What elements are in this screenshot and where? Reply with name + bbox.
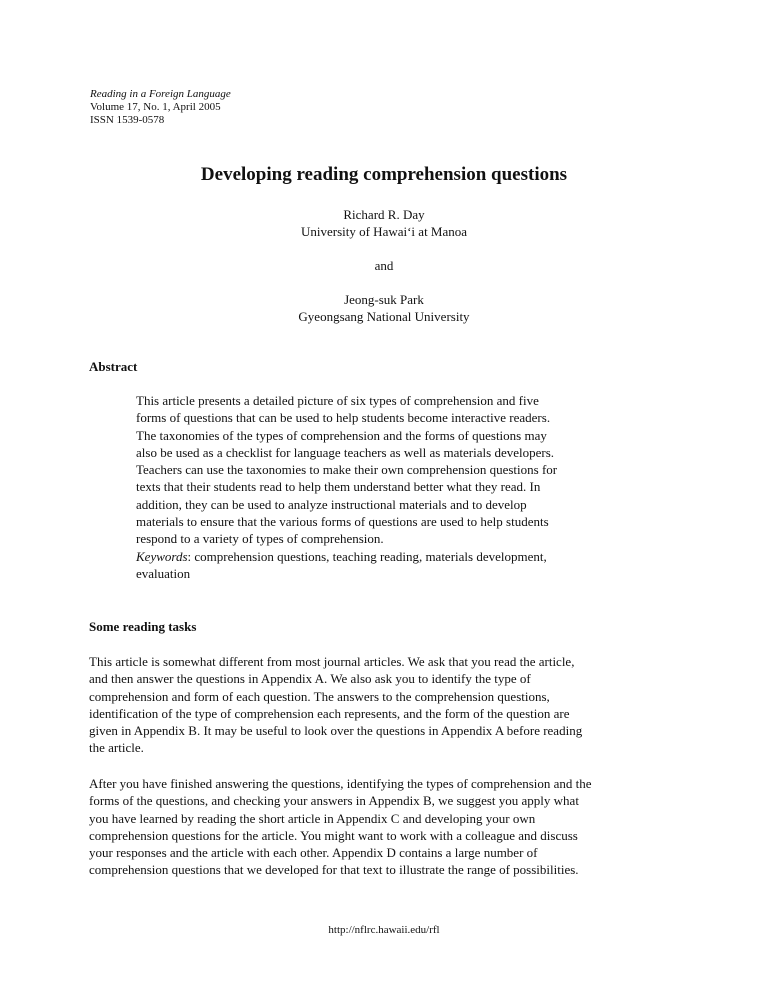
paragraph-line: comprehension and form of each question. The answers to the comprehension questions, (89, 688, 550, 704)
paragraph-line: given in Appendix B. It may be useful to look over the questions in Appendix A before reading (89, 723, 583, 739)
paragraph-line: This article is somewhat different from most journal articles. We ask that you read the article, (89, 654, 575, 669)
abstract-line: addition, they can be used to analyze instructional materials and to develop (136, 496, 527, 512)
paragraph-line: your responses and the article with each other. Appendix D contains a large number of (89, 845, 538, 861)
abstract-line: materials to ensure that the various forms of questions are used to help students (136, 514, 549, 530)
paragraph-line: and then answer the questions in Appendix A. We also ask you to identify the type of (89, 671, 531, 687)
paragraph-line: forms of the questions, and checking your answers in Appendix B, we suggest you apply what (89, 793, 579, 809)
article-title: Developing reading comprehension questions (200, 164, 568, 185)
journal-issn: ISSN 1539-0578 (90, 114, 165, 126)
journal-name: Reading in a Foreign Language (90, 88, 231, 100)
abstract-line: also be used as a checklist for language teachers as well as materials developers. (136, 444, 554, 460)
footer-url: http://nflrc.hawaii.edu/rfl (328, 924, 440, 936)
journal-volume: Volume 17, No. 1, April 2005 (90, 101, 221, 113)
abstract-line: forms of questions that can be used to help students become interactive readers. (136, 410, 551, 426)
keywords-line (136, 548, 676, 565)
keywords-label: Keywords (136, 548, 188, 564)
body-paragraph (89, 653, 689, 757)
paragraph-line: comprehension questions for the article. You might want to work with a colleague and discuss (89, 827, 578, 843)
author-affiliation: Gyeongsang National University (298, 309, 470, 324)
author-separator: and (374, 258, 394, 273)
abstract-line: The taxonomies of the types of comprehension and the forms of questions may (136, 427, 547, 443)
body-paragraph (89, 775, 689, 879)
abstract-body (136, 392, 676, 582)
paragraph-line: comprehension questions that we developed for that text to illustrate the range of possibilities. (89, 862, 579, 878)
abstract-line: texts that their students read to help them understand better what they read. In (136, 479, 541, 495)
paragraph-line: identification of the type of comprehension each represents, and the form of the question are (89, 705, 570, 721)
abstract-line: respond to a variety of types of comprehension. (136, 531, 384, 547)
keywords-continuation: evaluation (136, 565, 191, 581)
paragraph-line: After you have finished answering the questions, identifying the types of comprehension and the (89, 776, 592, 791)
paragraph-line: you have learned by reading the short article in Appendix C and developing your own (89, 810, 536, 826)
author-affiliation: University of Hawai‘i at Manoa (300, 224, 468, 239)
journal-header (90, 88, 231, 127)
author-name: Richard R. Day (343, 207, 425, 222)
abstract-line: Teachers can use the taxonomies to make their own comprehension questions for (136, 462, 558, 478)
abstract-line: This article presents a detailed picture of six types of comprehension and five (136, 393, 539, 408)
section-heading: Some reading tasks (89, 619, 197, 634)
keywords-text: : comprehension questions, teaching reading, materials development, (187, 548, 547, 564)
author-name: Jeong-suk Park (344, 292, 424, 307)
author-block (0, 206, 768, 325)
abstract-heading: Abstract (89, 359, 138, 374)
paragraph-line: the article. (89, 740, 144, 756)
